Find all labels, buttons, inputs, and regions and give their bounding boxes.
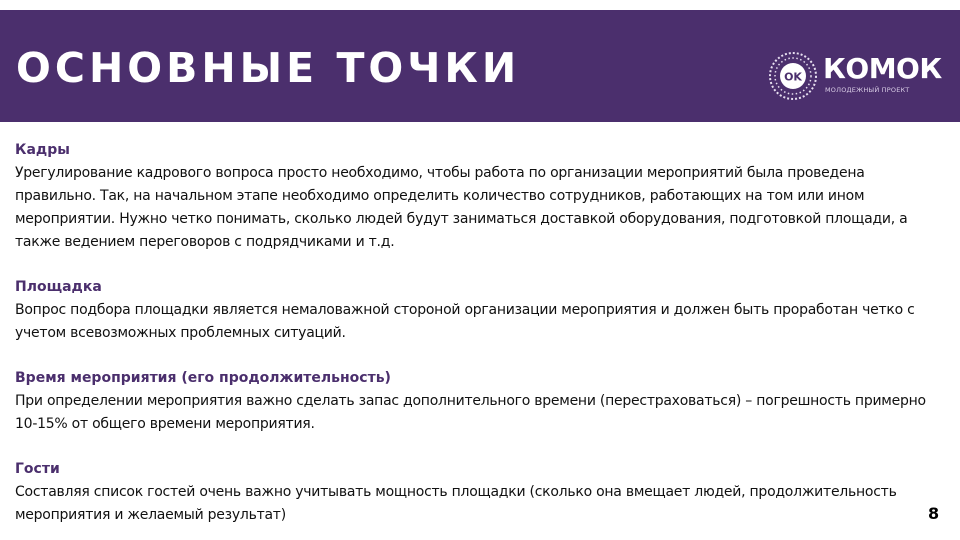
section-guests bbox=[15, 458, 935, 527]
section-body: Составляя список гостей очень важно учитывать мощность площадки (сколько она вмещает людей, продолжительность мероприятия и желаемый результат) bbox=[15, 484, 897, 523]
slide-title: ОСНОВНЫЕ ТОЧКИ bbox=[16, 44, 521, 92]
slide-content bbox=[15, 139, 935, 540]
section-title: Время мероприятия (его продолжительность) bbox=[15, 370, 391, 386]
section-title: Площадка bbox=[15, 279, 102, 295]
section-title: Кадры bbox=[15, 142, 70, 158]
section-body: При определении мероприятия важно сделать запас дополнительного времени (перестраховаться) – погрешность примерно 10-15% от общего времени мероприятия. bbox=[15, 393, 926, 432]
section-body: Урегулирование кадрового вопроса просто необходимо, чтобы работа по организации мероприятий была проведена правильно. Так, на начальном этапе необходимо определить количество сотрудников, работающих на том или ином мероприятии. Нужно четко понимать, сколько людей будут заниматься доставкой оборудования, подготовкой площади, а также ведением переговоров с подрядчиками и т.д. bbox=[15, 165, 908, 250]
logo-wordmark: КОМОК bbox=[823, 52, 942, 85]
logo-badge-text: OK bbox=[784, 70, 802, 84]
page-number: 8 bbox=[928, 504, 940, 523]
header-band bbox=[0, 10, 960, 122]
section-title: Гости bbox=[15, 461, 60, 477]
section-venue bbox=[15, 276, 935, 345]
logo-badge-icon bbox=[768, 51, 818, 101]
section-body: Вопрос подбора площадки является немаловажной стороной организации мероприятия и должен быть проработан четко с учетом всевозможных проблемных ситуаций. bbox=[15, 302, 915, 341]
logo-tagline: МОЛОДЕЖНЫЙ ПРОЕКТ bbox=[825, 86, 910, 94]
brand-logo bbox=[768, 51, 948, 101]
section-staff bbox=[15, 139, 935, 254]
section-event-time bbox=[15, 367, 935, 436]
